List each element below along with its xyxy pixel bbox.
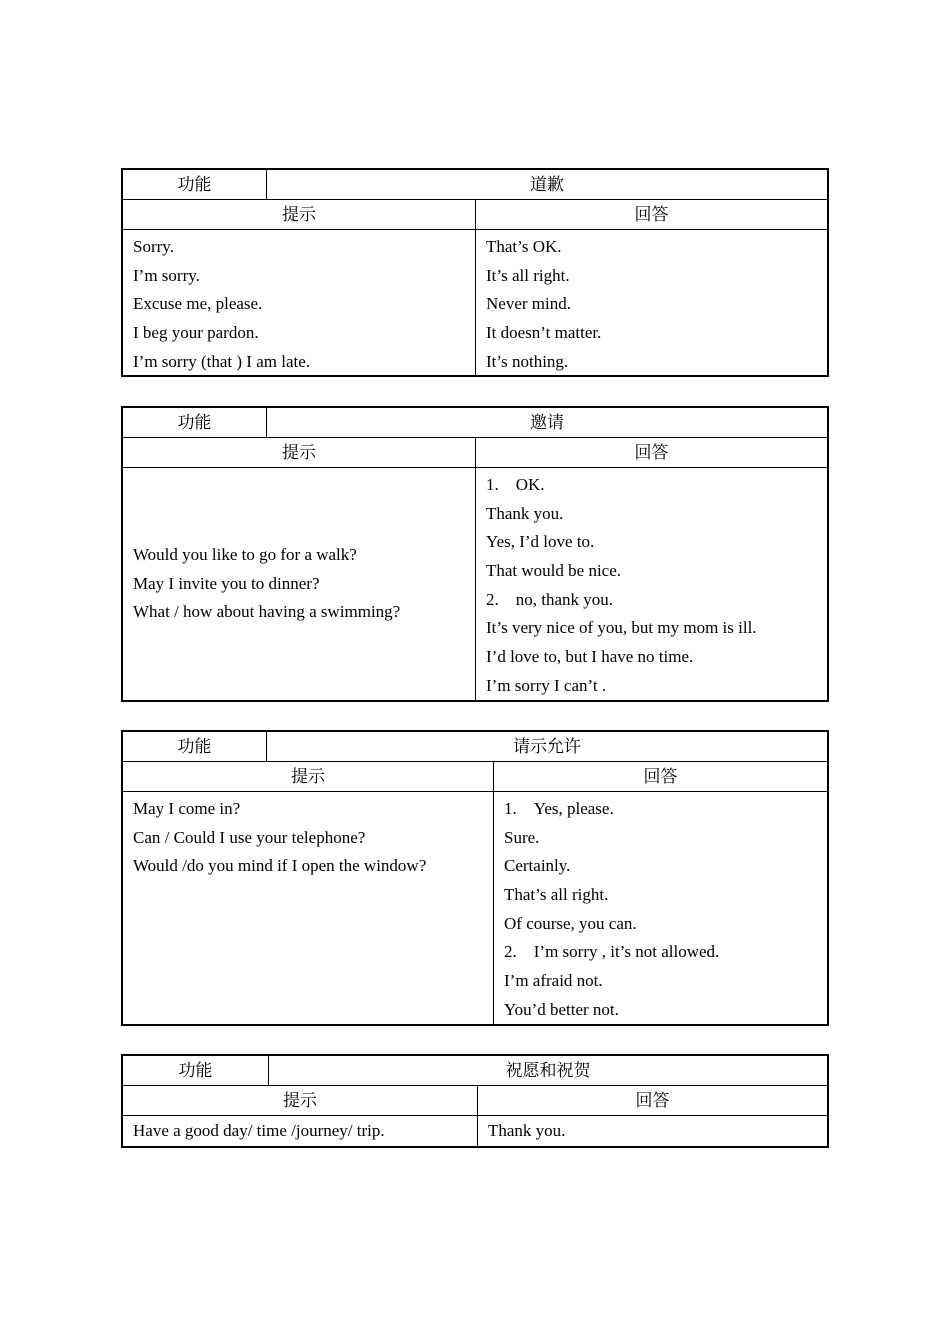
answer-line: It’s nothing.	[486, 351, 569, 371]
content-row	[123, 792, 827, 1024]
function-value: 邀请	[266, 408, 827, 437]
answer-line: 2. no, thank you.	[486, 589, 614, 609]
content-row	[123, 230, 827, 375]
answer-cell	[493, 792, 827, 1024]
prompt-cell	[123, 230, 475, 375]
prompt-header: 提示	[283, 1091, 317, 1110]
answer-header: 回答	[475, 438, 827, 467]
prompt-header: 提示	[282, 205, 316, 224]
answer-line: That’s OK.	[486, 237, 562, 256]
prompt-line: Would you like to go for a walk?	[133, 544, 357, 564]
function-row	[123, 408, 827, 438]
content-row	[123, 1116, 827, 1146]
answer-line: Never mind.	[486, 294, 571, 314]
prompt-line: Can / Could I use your telephone?	[133, 827, 366, 847]
answer-line: Sure.	[504, 827, 540, 847]
prompt-header: 提示	[291, 767, 325, 786]
answer-line: Thank you.	[486, 503, 564, 523]
prompt-cell	[123, 792, 493, 1024]
answer-line: 2. I’m sorry , it’s not allowed.	[504, 942, 720, 962]
answer-cell	[475, 468, 827, 700]
apology-table	[121, 168, 829, 377]
answer-line: Yes, I’d love to.	[486, 532, 595, 552]
answer-cell: Thank you.	[477, 1116, 827, 1146]
column-header-row	[123, 1086, 827, 1116]
answer-cell	[475, 230, 827, 375]
column-header-row	[123, 200, 827, 230]
function-label: 功能	[178, 1061, 213, 1080]
answer-line: That’s all right.	[504, 885, 609, 905]
answer-line: It’s very nice of you, but my mom is ill.	[486, 618, 757, 638]
answer-line: It’s all right.	[486, 265, 570, 285]
answer-line: 1. Yes, please.	[504, 799, 614, 818]
function-label: 功能	[177, 737, 212, 756]
prompt-line: Excuse me, please.	[133, 294, 263, 314]
prompt-line: I’m sorry (that ) I am late.	[133, 351, 311, 371]
prompt-cell: Have a good day/ time /journey/ trip.	[133, 1121, 385, 1140]
prompt-line: May I come in?	[133, 799, 241, 818]
prompt-cell	[123, 468, 475, 700]
prompt-line: May I invite you to dinner?	[133, 573, 320, 593]
column-header-row	[123, 438, 827, 468]
wishes-table	[121, 1054, 829, 1148]
prompt-header: 提示	[282, 443, 316, 462]
answer-header: 回答	[477, 1086, 827, 1115]
answer-line: That would be nice.	[486, 561, 622, 581]
answer-line: I’m afraid not.	[504, 971, 603, 991]
answer-line: You’d better not.	[504, 999, 619, 1019]
answer-line: I’d love to, but I have no time.	[486, 647, 694, 667]
answer-line: 1. OK.	[486, 475, 545, 494]
answer-line: It doesn’t matter.	[486, 323, 602, 343]
function-label: 功能	[177, 413, 212, 432]
function-row	[123, 170, 827, 200]
function-row	[123, 732, 827, 762]
invitation-table	[121, 406, 829, 702]
function-value: 祝愿和祝贺	[268, 1056, 827, 1085]
answer-header: 回答	[475, 200, 827, 229]
permission-table	[121, 730, 829, 1026]
function-row	[123, 1056, 827, 1086]
prompt-line: I’m sorry.	[133, 265, 200, 285]
prompt-line: Sorry.	[133, 237, 174, 256]
answer-line: I’m sorry I can’t .	[486, 675, 607, 695]
answer-header: 回答	[493, 762, 827, 791]
answer-line: Of course, you can.	[504, 913, 637, 933]
prompt-line: What / how about having a swimming?	[133, 602, 401, 622]
function-label: 功能	[177, 175, 212, 194]
answer-line: Certainly.	[504, 856, 571, 876]
function-value: 请示允许	[266, 732, 827, 761]
content-row	[123, 468, 827, 700]
function-value: 道歉	[266, 170, 827, 199]
prompt-line: Would /do you mind if I open the window?	[133, 856, 427, 876]
prompt-line: I beg your pardon.	[133, 323, 259, 343]
column-header-row	[123, 762, 827, 792]
